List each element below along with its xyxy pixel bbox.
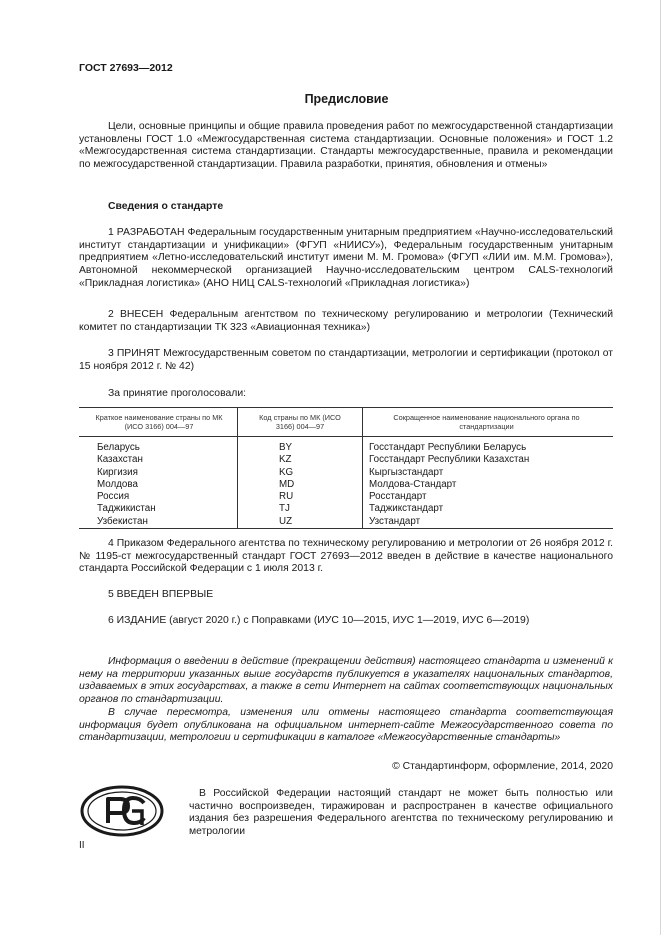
item-5: 5 ВВЕДЕН ВПЕРВЫЕ — [108, 589, 214, 600]
table-cell-country: Узбекистан — [97, 515, 148, 527]
table-cell-org: Молдова-Стандарт — [369, 478, 457, 490]
item-1-text: 1 РАЗРАБОТАН Федеральным государственным унитарным предприятием «Научно-исследовательский институт стандартизации и унификации» (ФГУП «НИИСУ»), Федеральным государственным унитарным предприятием «Летно-исследовательский институт имени М. М. Громова» (ФГУП «ЛИИ им. М.М. Громова»), Автономной некоммерческой организацией Научно-исследовательским центром CALS-технологий «Прикладная логистика» (АНО НИЦ CALS-технологий «Прикладная логистика») — [79, 227, 613, 289]
item-3-text: 3 ПРИНЯТ Межгосударственным советом по стандартизации, метрологии и сертификации (протокол от 15 ноября 2012 г. № 42) — [79, 348, 613, 372]
intro-text: Цели, основные принципы и общие правила проведения работ по межгосударственной стандартизации установлены ГОСТ 1.0 «Межгосударственная система стандартизации. Основные положения» и ГОСТ 1.2 «Межгосударственная система стандартизации. Стандарты межгосударственные, правила и рекомендации по межгосударственной стандартизации. Правила разработки, принятия, обновления и отмены» — [79, 121, 613, 171]
item-3 — [79, 348, 613, 373]
copyright: © Стандартинформ, оформление, 2014, 2020 — [392, 761, 613, 772]
table-cell-org: Госстандарт Республики Казахстан — [369, 454, 530, 466]
reproduction-notice-text: В Российской Федерации настоящий стандарт не может быть полностью или частично воспроизведен, тиражирован и распространен в качестве официального издания без разрешения Федерального агентства по техническому регулированию и метрологии — [189, 788, 613, 838]
table-column-code — [279, 442, 294, 528]
table-cell-country: Казахстан — [97, 454, 143, 466]
table-cell-country: Таджикистан — [97, 503, 156, 515]
info-paragraph-1: Информация о введении в действие (прекращении действия) настоящего стандарта и изменений к нему на территории указанных выше государств публикуется в указателях национальных стандартов, издаваемых в этих государствах, а также в сети Интернет на сайтах соответствующих национальных органов по стандартизации. — [79, 656, 613, 706]
table-cell-org: Росстандарт — [369, 491, 427, 503]
item-4 — [79, 538, 613, 576]
table-cell-country: Киргизия — [97, 466, 138, 478]
table-cell-code: BY — [279, 442, 293, 453]
table-cell-org: Таджикстандарт — [369, 503, 444, 515]
table-cell-code: KG — [279, 466, 294, 478]
page-number: II — [79, 840, 85, 851]
table-cell-org: Узстандарт — [369, 515, 421, 527]
reproduction-notice — [189, 788, 613, 839]
vote-label: За принятие проголосовали: — [108, 388, 247, 399]
item-1 — [79, 227, 613, 291]
rst-certification-mark-icon — [80, 785, 164, 842]
item-4-text: 4 Приказом Федерального агентства по техническому регулированию и метрологии от 26 ноября 2012 г. № 1195-ст межгосударственный стандарт ГОСТ 27693—2012 введен в действие в качестве национального стандарта Российской Федерации с 1 июля 2013 г. — [79, 538, 613, 575]
table-cell-code: UZ — [279, 515, 293, 527]
table-cell-country: Молдова — [97, 478, 138, 490]
table-cell-country: Россия — [97, 491, 130, 503]
item-6: 6 ИЗДАНИЕ (август 2020 г.) с Поправками (ИУС 10—2015, ИУС 1—2019, ИУС 6—2019) — [108, 615, 530, 626]
page-title: Предисловие — [304, 92, 389, 106]
table-column-country — [97, 442, 156, 528]
table-cell-code: MD — [279, 478, 295, 490]
table-column-org — [369, 442, 529, 528]
table-header-org: Сокращенное наименование национального органа по стандартизации — [393, 413, 580, 431]
document-code: ГОСТ 27693—2012 — [79, 62, 173, 74]
table-header-country: Краткое наименование страны по МК (ИСО 3166) 004—97 — [95, 413, 223, 431]
table-cell-code: KZ — [279, 454, 292, 466]
intro-paragraph — [79, 121, 613, 172]
section-title: Сведения о стандарте — [108, 201, 224, 212]
table-cell-org: Госстандарт Республики Беларусь — [369, 442, 527, 453]
voting-table — [79, 407, 613, 529]
table-cell-country: Беларусь — [97, 442, 140, 453]
info-block — [79, 656, 613, 745]
info-paragraph-2: В случае пересмотра, изменения или отмены настоящего стандарта соответствующая информация будет опубликована на официальном интернет-сайте Межгосударственного совета по стандартизации, метрологии и сертификации в каталоге «Межгосударственные стандарты» — [79, 706, 613, 744]
item-2-text: 2 ВНЕСЕН Федеральным агентством по техническому регулированию и метрологии (Технический комитет по стандартизации ТК 323 «Авиационная техника») — [79, 309, 613, 333]
table-header-code: Код страны по МК (ИСО 3166) 004—97 — [259, 413, 341, 431]
table-cell-code: TJ — [279, 503, 290, 515]
table-cell-org: Кыргызстандарт — [369, 466, 444, 478]
table-cell-code: RU — [279, 491, 294, 503]
item-2 — [79, 309, 613, 334]
